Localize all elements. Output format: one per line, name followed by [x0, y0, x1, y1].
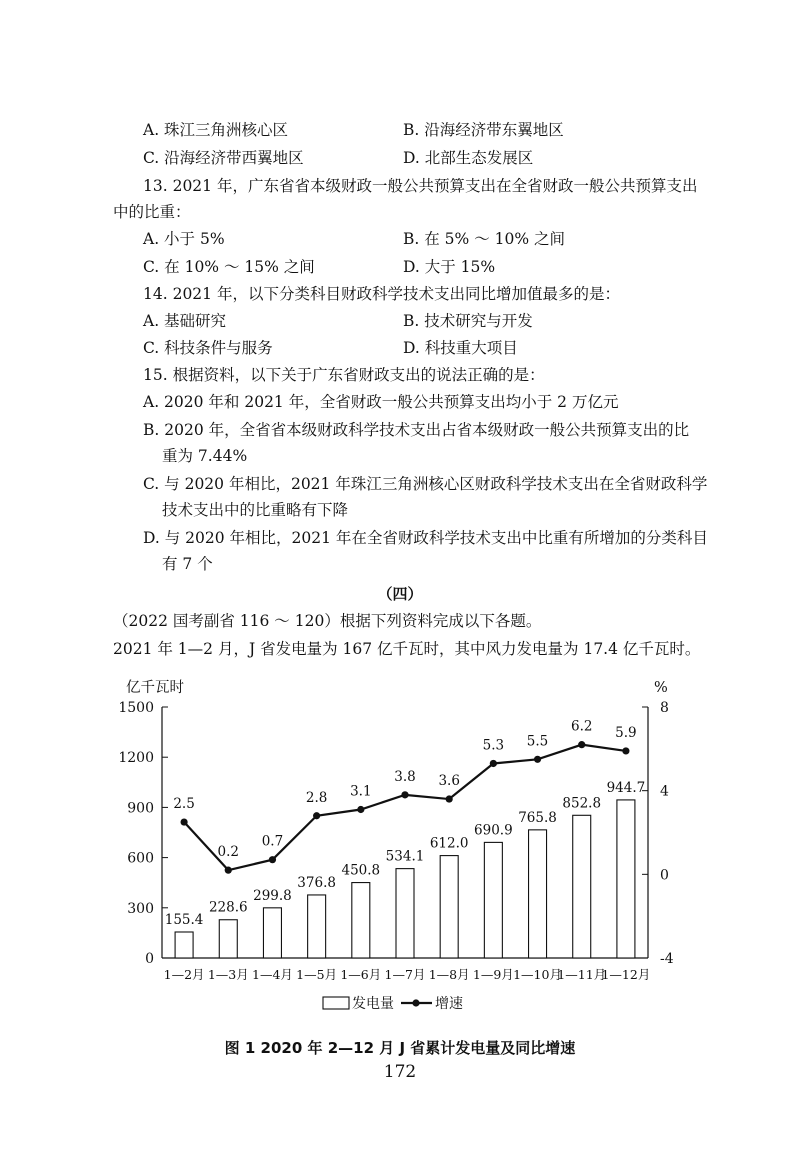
legend-bar-swatch: [323, 997, 349, 1009]
left-tick-label: 1500: [118, 700, 154, 716]
growth-point: [490, 760, 497, 767]
q12-option-a: A. 珠江三角洲核心区: [143, 121, 289, 139]
legend-bar-label: 发电量: [352, 996, 394, 1012]
growth-value-label: 5.9: [615, 724, 637, 741]
growth-value-label: 0.2: [217, 844, 240, 861]
legend-line-label: 增速: [435, 996, 463, 1012]
growth-point: [578, 741, 585, 748]
growth-value-label: 5.5: [526, 733, 549, 750]
category-label: 1—4月: [252, 967, 293, 982]
right-tick-label: 8: [660, 700, 669, 716]
category-label: 1—8月: [428, 967, 470, 982]
q12-option-d: D. 北部生态发展区: [403, 149, 534, 167]
left-tick-label: 900: [127, 800, 154, 817]
bar-value-label: 765.8: [518, 809, 557, 826]
q14-option-a: A. 基础研究: [143, 312, 227, 330]
page-number: 172: [383, 1062, 417, 1082]
right-tick-label: -4: [660, 951, 674, 967]
growth-value-label: 2.5: [173, 796, 195, 813]
bar: [352, 883, 370, 958]
q14-stem: 14. 2021 年，以下分类科目财政科学技术支出同比增加值最多的是：: [143, 285, 620, 303]
bar: [396, 869, 414, 958]
growth-point: [180, 818, 187, 825]
category-label: 1—7月: [384, 967, 426, 982]
right-tick-label: 4: [660, 783, 669, 800]
bar-value-label: 690.9: [474, 822, 513, 839]
bar: [308, 895, 326, 958]
section-title: （四）: [377, 585, 423, 603]
growth-value-label: 3.8: [394, 768, 416, 785]
q15-option-b-line1: B. 2020 年，全省省本级财政科学技术支出占省本级财政一般公共预算支出的比: [143, 421, 690, 439]
q12-option-b: B. 沿海经济带东翼地区: [403, 121, 564, 139]
growth-point: [313, 812, 320, 819]
category-label: 1—10月: [513, 967, 562, 982]
category-label: 1—12月: [601, 967, 651, 982]
growth-value-label: 5.3: [482, 737, 505, 754]
q13-option-a: A. 小于 5%: [143, 230, 225, 248]
q15-option-c-line1: C. 与 2020 年相比，2021 年珠江三角洲核心区财政科学技术支出在全省财政科学: [143, 475, 708, 493]
q14-option-b: B. 技术研究与开发: [403, 312, 533, 330]
bar: [573, 815, 591, 958]
bar: [440, 856, 458, 958]
left-tick-label: 600: [127, 850, 154, 867]
bar: [484, 842, 502, 958]
section-intro: （2022 国考副省 116 ～ 120）根据下列资料完成以下各题。: [113, 612, 542, 630]
q14-option-d: D. 科技重大项目: [403, 339, 518, 357]
growth-point: [534, 756, 541, 763]
growth-value-label: 3.1: [350, 783, 372, 800]
growth-point: [269, 856, 276, 863]
q14-option-c: C. 科技条件与服务: [143, 339, 273, 357]
right-tick-label: 0: [660, 867, 669, 884]
bar: [263, 908, 281, 958]
category-label: 1—5月: [296, 967, 338, 982]
growth-point: [446, 795, 453, 802]
q15-option-c-line2: 技术支出中的比重略有下降: [162, 501, 349, 519]
q13-option-d: D. 大于 15%: [403, 258, 496, 276]
left-axis-title: 亿千瓦时: [126, 680, 184, 696]
bar: [529, 830, 547, 958]
figure-caption: 图 1 2020 年 2—12 月 J 省累计发电量及同比增速: [224, 1039, 576, 1057]
category-label: 1—9月: [472, 967, 514, 982]
growth-point: [225, 867, 232, 874]
q13-option-b: B. 在 5% ～ 10% 之间: [403, 230, 565, 248]
growth-point: [401, 791, 408, 798]
growth-point: [622, 747, 629, 754]
bar: [175, 932, 193, 958]
bar-value-label: 612.0: [429, 835, 469, 852]
q15-option-d-line2: 有 7 个: [162, 555, 213, 573]
growth-point: [357, 806, 364, 813]
bar-value-label: 155.4: [164, 911, 204, 928]
bar-value-label: 299.8: [253, 887, 292, 904]
bar-value-label: 534.1: [385, 848, 425, 865]
category-label: 1—3月: [207, 967, 249, 982]
power-generation-chart: [0, 670, 800, 1030]
q15-option-a: A. 2020 年和 2021 年，全省财政一般公共预算支出均小于 2 万亿元: [143, 393, 619, 411]
growth-value-label: 2.8: [305, 789, 328, 806]
bar-value-label: 450.8: [341, 862, 381, 879]
left-tick-label: 1200: [118, 750, 154, 767]
bar-value-label: 228.6: [208, 899, 248, 916]
category-label: 1—11月: [557, 967, 607, 982]
q15-option-d-line1: D. 与 2020 年相比，2021 年在全省财政科学技术支出中比重有所增加的分类科目: [143, 529, 708, 547]
section-text: 2021 年 1—2 月，J 省发电量为 167 亿千瓦时，其中风力发电量为 17.4 亿千瓦时。: [113, 640, 701, 658]
q13-stem-line1: 13. 2021 年，广东省省本级财政一般公共预算支出在全省财政一般公共预算支出: [143, 177, 698, 195]
bar-value-label: 376.8: [297, 874, 336, 891]
growth-value-label: 6.2: [570, 718, 593, 735]
growth-value-label: 0.7: [261, 833, 284, 850]
bar: [219, 920, 237, 958]
bar-value-label: 944.7: [606, 779, 646, 796]
q12-option-c: C. 沿海经济带西翼地区: [143, 149, 304, 167]
q15-option-b-line2: 重为 7.44%: [162, 447, 248, 465]
category-label: 1—2月: [163, 967, 205, 982]
growth-value-label: 3.6: [438, 773, 460, 790]
legend-line-marker: [412, 999, 419, 1006]
q13-stem-line2: 中的比重：: [113, 203, 191, 221]
q13-option-c: C. 在 10% ～ 15% 之间: [143, 258, 315, 276]
q15-stem: 15. 根据资料，以下关于广东省财政支出的说法正确的是：: [143, 366, 545, 384]
left-tick-label: 300: [127, 900, 154, 917]
right-axis-title: %: [654, 680, 668, 696]
category-label: 1—6月: [340, 967, 382, 982]
bar-value-label: 852.8: [562, 795, 602, 812]
bar: [617, 800, 635, 958]
left-tick-label: 0: [145, 951, 154, 967]
